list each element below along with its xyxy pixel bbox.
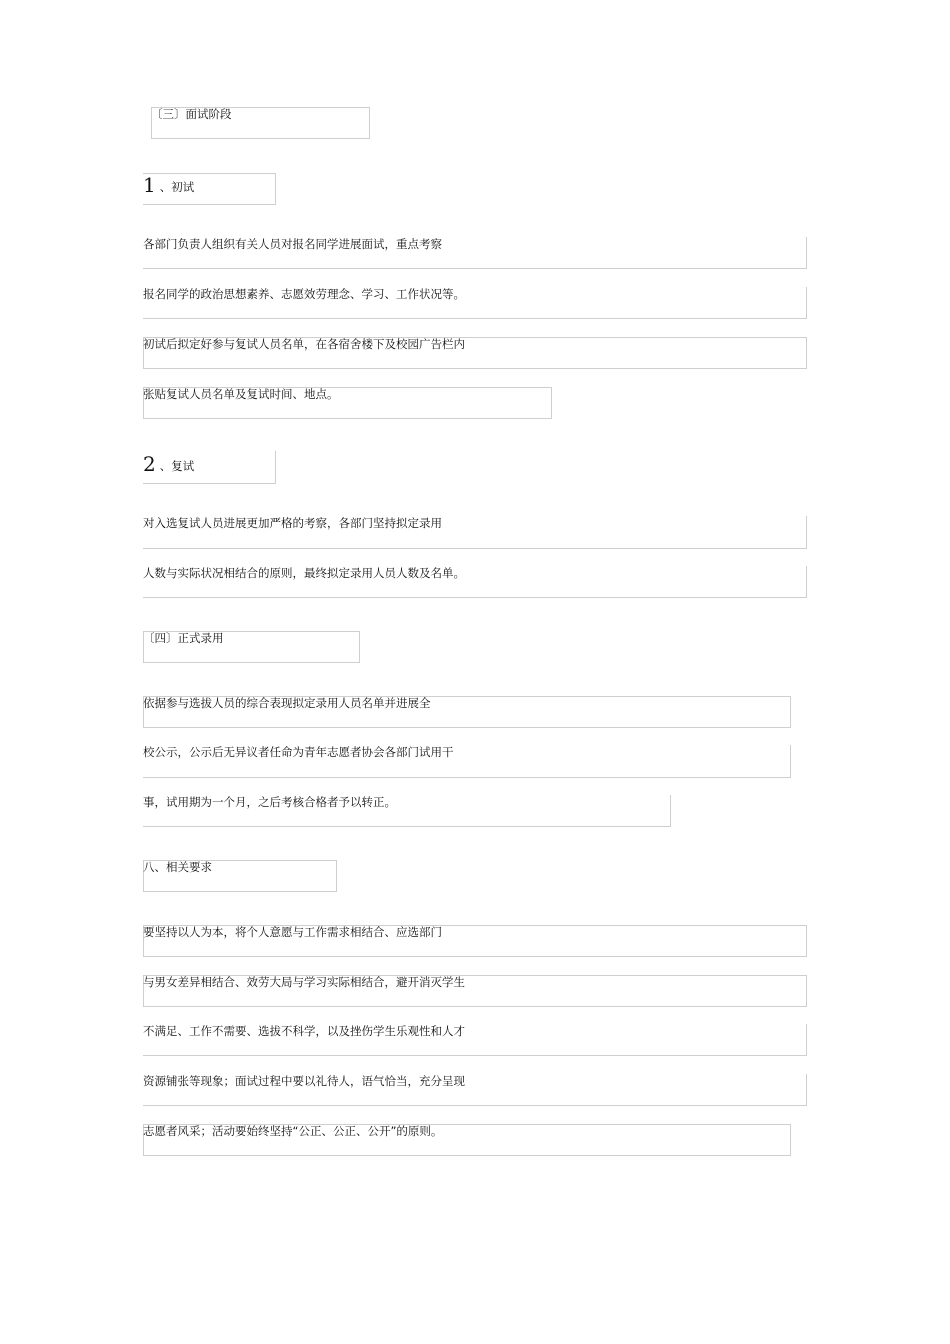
paragraph-line: 志愿者风采；活动要始终坚持“公正、公正、公开”的原则。 (143, 1124, 443, 1138)
paragraph-line: 张贴复试人员名单及复试时间、地点。 (143, 387, 339, 401)
subheading-label: 、初试 (159, 180, 195, 194)
paragraph-line: 依据参与选拔人员的综合表现拟定录用人员名单并进展全 (143, 696, 431, 710)
section-heading-hiring: 〔四〕正式录用 (143, 631, 224, 645)
paragraph-line: 资源铺张等现象；面试过程中要以礼待人，语气恰当，充分呈现 (143, 1074, 465, 1088)
paragraph-line: 要坚持以人为本，将个人意愿与工作需求相结合、应选部门 (143, 925, 442, 939)
section-heading-requirements: 八、相关要求 (143, 860, 212, 874)
subheading-number: 1 (143, 173, 156, 197)
paragraph-line: 初试后拟定好参与复试人员名单，在各宿舍楼下及校园广告栏内 (143, 337, 465, 351)
paragraph-line: 人数与实际状况相结合的原则，最终拟定录用人员人数及名单。 (143, 566, 465, 580)
paragraph-line: 报名同学的政治思想素养、志愿效劳理念、学习、工作状况等。 (143, 287, 465, 301)
paragraph-line: 不满足、工作不需要、选拔不科学，以及挫伤学生乐观性和人才 (143, 1024, 465, 1038)
subheading-number: 2 (143, 452, 156, 476)
subheading-second-round (143, 452, 195, 476)
subheading-label: 、复试 (159, 459, 195, 473)
subheading-first-round (143, 173, 195, 197)
paragraph-line: 各部门负责人组织有关人员对报名同学进展面试，重点考察 (143, 237, 442, 251)
paragraph-line: 对入选复试人员进展更加严格的考察，各部门坚持拟定录用 (143, 516, 442, 530)
paragraph-line: 事，试用期为一个月，之后考核合格者予以转正。 (143, 795, 396, 809)
paragraph-line: 校公示，公示后无异议者任命为青年志愿者协会各部门试用干 (143, 745, 454, 759)
section-heading-interview: 〔三〕面试阶段 (151, 107, 232, 121)
paragraph-line: 与男女差异相结合、效劳大局与学习实际相结合，避开消灭学生 (143, 975, 465, 989)
